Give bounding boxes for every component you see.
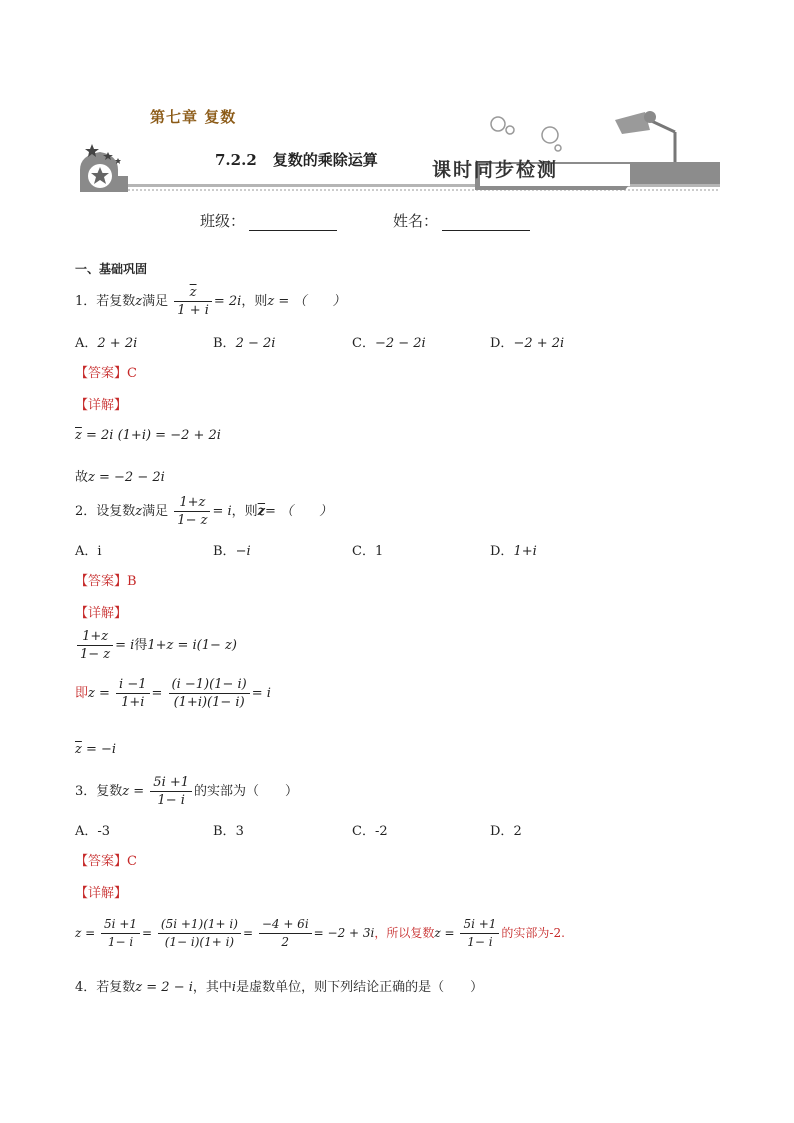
- lesson-number: 7.2.2: [215, 151, 257, 169]
- q3-option-c: C．-2: [352, 824, 388, 839]
- q1-answer: 【答案】C: [75, 366, 137, 381]
- q3-detail-line: z = $\frac{5i +1}{1- i}$ = $\frac{(5i +1)(1+ i)}{(1- i)(1+ i)}$ = $\frac{-4 + 6i}{2}$ = −2 + 3i，所以复数z = $\frac{5i +1}{1- i}$ 的实部为-2.: [75, 917, 565, 949]
- banner-label: 课时同步检测: [432, 159, 559, 181]
- q1-option-d: D．−2 + 2i: [490, 336, 565, 351]
- question-2: 2．设复数z满足 $\frac{1+z}{1- z}$ = i，则$\overline{z}=$ （ ）: [75, 495, 333, 528]
- q3-option-a: A．-3: [75, 824, 111, 839]
- name-blank: [442, 214, 530, 231]
- q2-answer: 【答案】B: [75, 574, 137, 589]
- class-field: [200, 210, 337, 231]
- q1-detail-line2: 故z = −2 − 2i: [75, 470, 165, 485]
- class-label: 班级：: [200, 212, 246, 230]
- name-label: 姓名：: [393, 212, 439, 230]
- lesson-title: [215, 149, 378, 170]
- q2-detail-line1: $\frac{1+z}{1- z}$ = i得1+z = i(1− z): [75, 628, 237, 663]
- q1-option-c: C．−2 − 2i: [352, 336, 426, 351]
- q1-fraction: $\frac{\overline{z}}{1 + i}$: [174, 284, 212, 319]
- q2-detail-label: 【详解】: [75, 606, 128, 621]
- q3-option-b: B．3: [213, 824, 244, 839]
- q1-detail-label: 【详解】: [75, 398, 128, 413]
- lesson-name: 复数的乘除运算: [272, 151, 378, 169]
- q1-option-b: B．2 − 2i: [213, 336, 276, 351]
- class-blank: [249, 214, 337, 231]
- q1-detail-line1: $\overline{z} = 2i$ (1+i) = −2 + 2i: [75, 428, 221, 443]
- section-title: 一、基础巩固: [75, 262, 148, 276]
- q2-option-c: C．1: [352, 544, 384, 559]
- q2-option-d: D．1+i: [490, 544, 537, 559]
- q2-fraction: $\frac{1+z}{1- z}$: [174, 494, 210, 529]
- q2-detail-line3: $\overline{z} = -i$: [75, 742, 117, 757]
- q3-option-d: D．2: [490, 824, 522, 839]
- chapter-title: 第七章 复数: [150, 108, 237, 126]
- q3-detail-label: 【详解】: [75, 886, 128, 901]
- question-3: 3．复数z = $\frac{5i +1}{1- i}$ 的实部为（ ）: [75, 775, 299, 808]
- q3-answer: 【答案】C: [75, 854, 137, 869]
- question-4: 4．若复数z = 2 − i，其中i是虚数单位，则下列结论正确的是（ ）: [75, 980, 484, 995]
- name-field: [393, 210, 530, 231]
- q2-option-b: B．−i: [213, 544, 251, 559]
- q2-option-a: A．i: [75, 544, 102, 559]
- question-1: 1．若复数z满足 $\frac{\overline{z}}{1 + i}$ = 2i，则z = （ ）: [75, 285, 346, 318]
- q1-option-a: A．2 + 2i: [75, 336, 138, 351]
- q2-detail-line2: 即z = $\frac{i -1}{1+i}$ = $\frac{(i -1)(1- i)}{(1+i)(1- i)}$ = i: [75, 677, 271, 710]
